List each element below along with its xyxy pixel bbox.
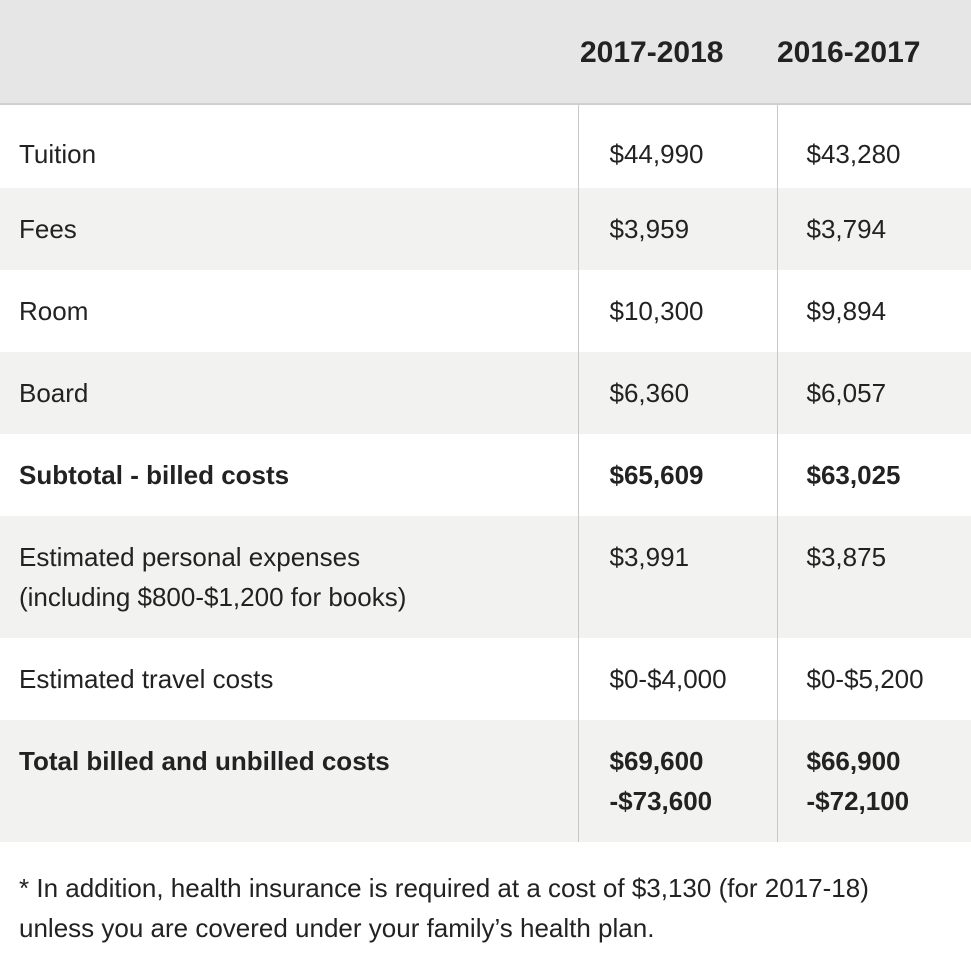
value-2017-2018: $6,360 <box>578 352 777 434</box>
value-2016-2017: $63,025 <box>777 434 971 516</box>
value-2017-2018: $3,991 <box>578 516 777 638</box>
value-line1: $66,900 <box>806 746 901 776</box>
value-2016-2017 <box>777 720 971 842</box>
table-row-fees <box>0 188 971 270</box>
table-row-room <box>0 270 971 352</box>
value-2016-2017: $3,794 <box>777 188 971 270</box>
header-2016-2017-label: 2016-2017 <box>777 35 921 69</box>
value-2017-2018: $10,300 <box>578 270 777 352</box>
value-line2: -$72,100 <box>806 786 910 816</box>
value-line2: -$73,600 <box>609 786 713 816</box>
value-2016-2017: $43,280 <box>777 104 971 188</box>
row-label: Subtotal - billed costs <box>19 460 290 490</box>
row-label <box>0 516 578 638</box>
row-label: Room <box>19 296 89 326</box>
table-row-personal-expenses <box>0 516 971 638</box>
value-2017-2018: $0-$4,000 <box>578 638 777 720</box>
row-label: Board <box>0 352 578 434</box>
value-2016-2017: $0-$5,200 <box>777 638 971 720</box>
header-blank <box>0 0 578 104</box>
value-2017-2018 <box>578 720 777 842</box>
header-2017-2018 <box>578 0 777 104</box>
table-row-tuition <box>0 104 971 188</box>
table-row-total <box>0 720 971 842</box>
table-row-travel-costs <box>0 638 971 720</box>
header-2017-2018-label: 2017-2018 <box>580 35 724 69</box>
value-2017-2018: $44,990 <box>578 104 777 188</box>
footnote-line2: unless you are covered under your family’s health plan. <box>19 913 655 943</box>
footnote <box>19 868 959 948</box>
value-2017-2018: $65,609 <box>578 434 777 516</box>
row-label: Fees <box>0 188 578 270</box>
table-row-subtotal <box>0 434 971 516</box>
table-header-row <box>0 0 971 104</box>
row-label-line2: (including $800-$1,200 for books) <box>19 582 407 612</box>
row-label: Total billed and unbilled costs <box>0 720 578 842</box>
row-label: Estimated travel costs <box>19 664 274 694</box>
value-2016-2017: $9,894 <box>777 270 971 352</box>
value-line1: $69,600 <box>609 746 704 776</box>
value-2016-2017: $6,057 <box>777 352 971 434</box>
value-2017-2018: $3,959 <box>578 188 777 270</box>
value-2016-2017: $3,875 <box>777 516 971 638</box>
row-label: Tuition <box>19 139 97 169</box>
table-row-board <box>0 352 971 434</box>
footnote-line1: * In addition, health insurance is required at a cost of $3,130 (for 2017-18) <box>19 873 869 903</box>
header-2016-2017 <box>777 0 971 104</box>
row-label-line1: Estimated personal expenses <box>19 542 361 572</box>
